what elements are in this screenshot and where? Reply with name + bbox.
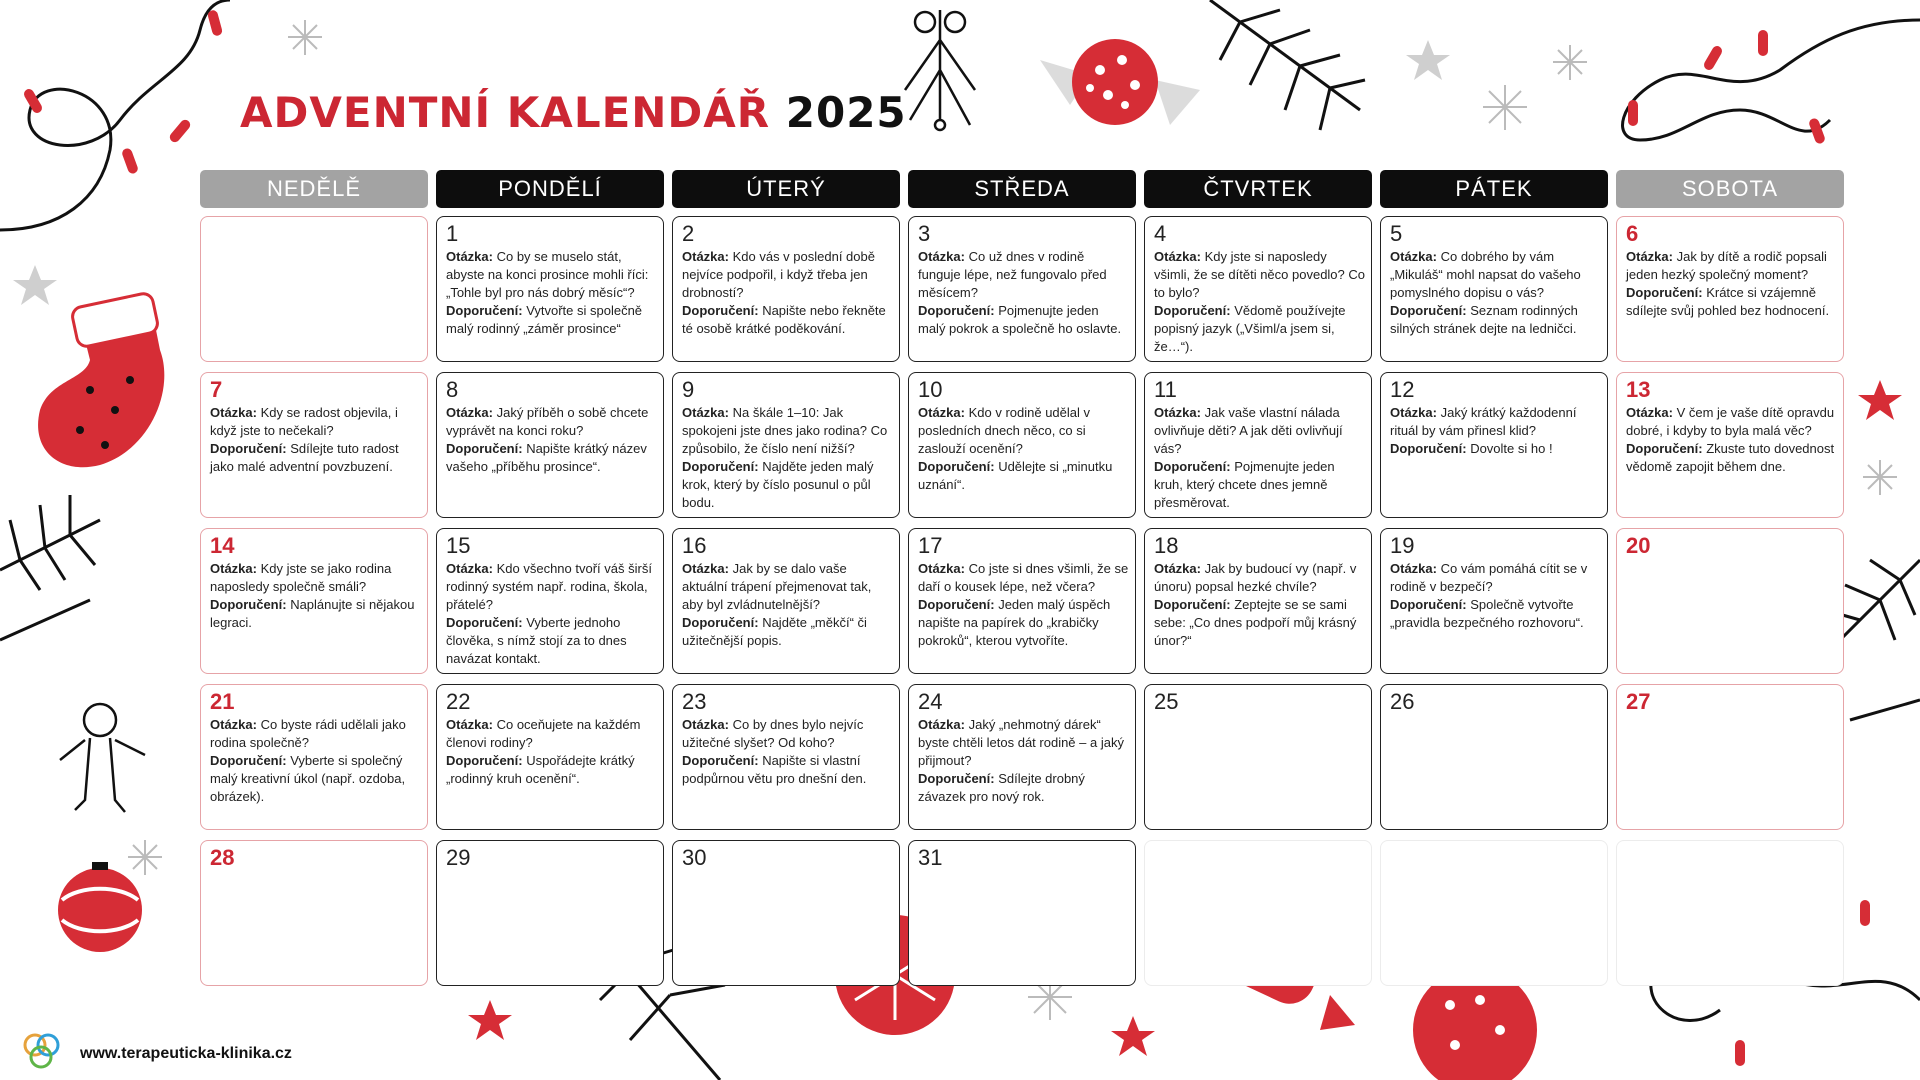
logo-icon (25, 1035, 58, 1067)
question-label: Otázka: (210, 561, 257, 576)
calendar-cell[interactable] (908, 216, 1136, 362)
recommendation-label: Doporučení: (446, 303, 523, 318)
question (918, 404, 1129, 458)
question-text: Jaký příběh o sobě chcete vyprávět na konci roku? (446, 405, 649, 438)
recommendation (1154, 302, 1365, 356)
recommendation (682, 458, 893, 512)
question (682, 716, 893, 752)
recommendation-label: Doporučení: (682, 303, 759, 318)
calendar-cell[interactable] (436, 216, 664, 362)
question-label: Otázka: (682, 405, 729, 420)
day-number: 26 (1390, 689, 1415, 714)
day-number: 6 (1626, 221, 1639, 246)
calendar-cell[interactable] (1616, 372, 1844, 518)
recommendation-label: Doporučení: (210, 597, 287, 612)
recommendation-label: Doporučení: (1154, 303, 1231, 318)
question (682, 404, 893, 458)
question-label: Otázka: (682, 717, 729, 732)
day-number: 13 (1626, 377, 1651, 402)
recommendation (446, 614, 657, 668)
question-label: Otázka: (918, 249, 965, 264)
question-label: Otázka: (682, 249, 729, 264)
day-number: 29 (446, 845, 471, 870)
day-number: 27 (1626, 689, 1651, 714)
question-text: Co byste rádi udělali jako rodina společně? (210, 717, 406, 750)
question-label: Otázka: (446, 249, 493, 264)
question-text: Jaký krátký každodenní rituál by vám přinesl klid? (1390, 405, 1577, 438)
question (446, 248, 657, 302)
calendar-cell[interactable] (672, 372, 900, 518)
calendar-cell[interactable] (200, 372, 428, 518)
day-number: 5 (1390, 221, 1403, 246)
recommendation-text: Najděte jeden malý krok, který by číslo posunul o půl bodu. (682, 459, 874, 510)
question-label: Otázka: (682, 561, 729, 576)
question-text: Kdy jste se jako rodina naposledy společně smáli? (210, 561, 392, 594)
day-number: 24 (918, 689, 943, 714)
day-number: 23 (682, 689, 707, 714)
recommendation (446, 440, 657, 476)
question-text: Kdo v rodině udělal v posledních dnech něco, co si zaslouží ocenění? (918, 405, 1091, 456)
question-label: Otázka: (210, 405, 257, 420)
recommendation-text: Pojmenujte jeden malý pokrok a společně ho oslavte. (918, 303, 1122, 336)
question-text: V čem je vaše dítě opravdu dobré, i kdyby to byla malá věc? (1626, 405, 1835, 438)
calendar-cell[interactable] (908, 684, 1136, 830)
question (1390, 248, 1601, 302)
recommendation-label: Doporučení: (1390, 303, 1467, 318)
question (210, 404, 421, 440)
calendar-cell[interactable] (908, 372, 1136, 518)
question-label: Otázka: (1154, 249, 1201, 264)
question-label: Otázka: (918, 717, 965, 732)
question-text: Jak vaše vlastní nálada ovlivňuje děti? A jak děti ovlivňují vás? (1154, 405, 1343, 456)
calendar-cell[interactable] (1380, 684, 1608, 830)
recommendation-text: Napište si vlastní podpůrnou větu pro dnešní den. (682, 753, 867, 786)
string-lights-icon (0, 0, 230, 230)
recommendation (210, 596, 421, 632)
calendar-cell[interactable] (200, 840, 428, 986)
day-number: 16 (682, 533, 707, 558)
recommendation-label: Doporučení: (1154, 597, 1231, 612)
recommendation (1154, 458, 1365, 512)
day-number: 31 (918, 845, 943, 870)
pine-branch-icon (0, 495, 100, 640)
recommendation-label: Doporučení: (682, 459, 759, 474)
question (1154, 404, 1365, 458)
day-number: 22 (446, 689, 471, 714)
question-label: Otázka: (918, 561, 965, 576)
recommendation-text: Seznam rodinných silných stránek dejte na ledničci. (1390, 303, 1578, 336)
calendar-cell[interactable] (908, 840, 1136, 986)
ornament-icon (58, 862, 142, 952)
day-number: 28 (210, 845, 235, 870)
recommendation-label: Doporučení: (446, 441, 523, 456)
mistletoe-icon (905, 10, 975, 130)
question (446, 716, 657, 752)
day-number: 8 (446, 377, 459, 402)
calendar-cell[interactable] (436, 528, 664, 674)
recommendation-label: Doporučení: (1154, 459, 1231, 474)
recommendation (682, 752, 893, 788)
day-number: 3 (918, 221, 931, 246)
question-label: Otázka: (1626, 405, 1673, 420)
recommendation-label: Doporučení: (918, 303, 995, 318)
recommendation-label: Doporučení: (918, 459, 995, 474)
calendar-cell[interactable] (436, 840, 664, 986)
calendar-cell[interactable] (1380, 372, 1608, 518)
recommendation-text: Naplánujte si nějakou legraci. (210, 597, 415, 630)
recommendation (682, 302, 893, 338)
day-header: ÚTERÝ (672, 170, 900, 208)
recommendation (1154, 596, 1365, 650)
question (682, 248, 893, 302)
recommendation-text: Krátce si vzájemně sdílejte svůj pohled bez hodnocení. (1626, 285, 1830, 318)
question (1154, 560, 1365, 596)
question-text: Co vám pomáhá cítit se v rodině v bezpečí? (1390, 561, 1588, 594)
question-text: Jak by budoucí vy (např. v únoru) popsal hezké chvíle? (1154, 561, 1357, 594)
recommendation-text: Společně vytvořte „pravidla bezpečného rozhovoru“. (1390, 597, 1584, 630)
ornament-icon (1040, 39, 1200, 125)
recommendation-text: Vědomě používejte popisný jazyk („Všiml/a jsem si, že…“). (1154, 303, 1346, 354)
day-number: 7 (210, 377, 223, 402)
string-lights-icon (1623, 20, 1920, 140)
recommendation-label: Doporučení: (210, 753, 287, 768)
star-icon (468, 1000, 512, 1040)
recommendation-text: Vyberte jednoho člověka, s nímž stojí za to dnes navázat kontakt. (446, 615, 627, 666)
recommendation (210, 752, 421, 806)
calendar-cell[interactable] (1616, 684, 1844, 830)
calendar-cell[interactable] (200, 684, 428, 830)
question (1626, 248, 1837, 284)
recommendation-label: Doporučení: (446, 615, 523, 630)
recommendation (1626, 284, 1837, 320)
day-number: 12 (1390, 377, 1415, 402)
calendar-cell[interactable] (1144, 528, 1372, 674)
question (1154, 248, 1365, 302)
question-text: Jak by se dalo vaše aktuální trápení přejmenovat tak, aby byl zvládnutelnější? (682, 561, 872, 612)
recommendation (918, 596, 1129, 650)
recommendation-label: Doporučení: (918, 771, 995, 786)
recommendation (446, 302, 657, 338)
recommendation (682, 614, 893, 650)
question-label: Otázka: (918, 405, 965, 420)
question-label: Otázka: (446, 405, 493, 420)
recommendation-label: Doporučení: (1626, 285, 1703, 300)
day-number: 30 (682, 845, 707, 870)
question-label: Otázka: (446, 717, 493, 732)
star-icon (1406, 40, 1450, 80)
recommendation (1626, 440, 1837, 476)
calendar-cell[interactable] (1380, 528, 1608, 674)
calendar-cell[interactable] (1380, 216, 1608, 362)
day-number: 10 (918, 377, 943, 402)
pine-branch-icon (1210, 0, 1365, 130)
recommendation (210, 440, 421, 476)
calendar-cell[interactable] (1144, 840, 1372, 986)
calendar-cell[interactable] (200, 528, 428, 674)
question-text: Kdy se radost objevila, i když jste to nečekali? (210, 405, 398, 438)
calendar-cell[interactable] (436, 684, 664, 830)
recommendation-label: Doporučení: (682, 615, 759, 630)
recommendation-text: Dovolte si ho ! (1470, 441, 1553, 456)
question-label: Otázka: (1390, 249, 1437, 264)
question-label: Otázka: (1390, 561, 1437, 576)
day-number: 18 (1154, 533, 1179, 558)
calendar-cell[interactable] (1616, 216, 1844, 362)
recommendation-text: Zkuste tuto dovednost vědomě zapojit během dne. (1626, 441, 1835, 474)
day-header: SOBOTA (1616, 170, 1844, 208)
day-header: ČTVRTEK (1144, 170, 1372, 208)
day-number: 9 (682, 377, 695, 402)
title-year: 2025 (785, 88, 907, 137)
question (682, 560, 893, 614)
day-number: 11 (1154, 377, 1177, 402)
recommendation-text: Jeden malý úspěch napište na papírek do „krabičky pokroků“, kterou vytvoříte. (918, 597, 1111, 648)
day-number: 21 (210, 689, 235, 714)
question (918, 560, 1129, 596)
recommendation-text: Vytvořte si společně malý rodinný „záměr prosince“ (446, 303, 643, 336)
calendar-cell[interactable] (1144, 684, 1372, 830)
question (446, 404, 657, 440)
question-text: Co jste si dnes všimli, že se daří o kousek lépe, než včera? (918, 561, 1129, 594)
day-number: 25 (1154, 689, 1179, 714)
recommendation (918, 458, 1129, 494)
recommendation-label: Doporučení: (1626, 441, 1703, 456)
recommendation (918, 770, 1129, 806)
day-number: 2 (682, 221, 695, 246)
recommendation-text: Sdílejte tuto radost jako malé adventní povzbuzení. (210, 441, 399, 474)
recommendation-label: Doporučení: (918, 597, 995, 612)
question-text: Kdo vás v poslední době nejvíce podpořil, i když třeba jen drobností? (682, 249, 875, 300)
calendar-cell[interactable] (200, 216, 428, 362)
day-number: 15 (446, 533, 471, 558)
day-number: 19 (1390, 533, 1415, 558)
calendar-cell[interactable] (672, 840, 900, 986)
recommendation (918, 302, 1129, 338)
day-number: 17 (918, 533, 943, 558)
recommendation-text: Zeptejte se se sami sebe: „Co dnes podpoří můj krásný únor?“ (1154, 597, 1357, 648)
calendar-cell[interactable] (672, 684, 900, 830)
recommendation-text: Udělejte si „minutku uznání“. (918, 459, 1113, 492)
day-header: PÁTEK (1380, 170, 1608, 208)
calendar-cell[interactable] (436, 372, 664, 518)
page-title (240, 88, 907, 137)
recommendation-label: Doporučení: (1390, 441, 1467, 456)
question (918, 716, 1129, 770)
recommendation-text: Uspořádejte krátký „rodinný kruh ocenění“. (446, 753, 635, 786)
recommendation-text: Sdílejte drobný závazek pro nový rok. (918, 771, 1085, 804)
star-icon (1111, 1016, 1155, 1056)
question (446, 560, 657, 614)
gingerbread-icon (60, 704, 145, 812)
calendar-cell[interactable] (1144, 216, 1372, 362)
stocking-icon (38, 292, 164, 467)
question-text: Co by se muselo stát, abyste na konci prosince mohli říci: „Tohle byl pro nás dobrý měsíc“? (446, 249, 649, 300)
recommendation-label: Doporučení: (682, 753, 759, 768)
recommendation-text: Pojmenujte jeden kruh, který chcete dnes jemně přesměrovat. (1154, 459, 1335, 510)
recommendation-text: Napište krátký název vašeho „příběhu prosince“. (446, 441, 647, 474)
recommendation-text: Napište nebo řekněte té osobě krátké poděkování. (682, 303, 886, 336)
recommendation-label: Doporučení: (1390, 597, 1467, 612)
title-text: ADVENTNÍ KALENDÁŘ (240, 88, 771, 137)
calendar-cell[interactable] (672, 528, 900, 674)
question (918, 248, 1129, 302)
question (1626, 404, 1837, 440)
question (1390, 560, 1601, 596)
question (210, 716, 421, 752)
star-icon (13, 265, 57, 305)
question-label: Otázka: (1390, 405, 1437, 420)
question-text: Jaký „nehmotný dárek“ byste chtěli letos dát rodině – a jaký přijmout? (918, 717, 1124, 768)
day-number: 4 (1154, 221, 1167, 246)
question-label: Otázka: (1154, 561, 1201, 576)
question-label: Otázka: (1154, 405, 1201, 420)
calendar-cell[interactable] (672, 216, 900, 362)
day-header: PONDĚLÍ (436, 170, 664, 208)
question-text: Kdo všechno tvoří váš širší rodinný systém např. rodina, škola, přátelé? (446, 561, 652, 612)
calendar-cell[interactable] (1616, 840, 1844, 986)
question-label: Otázka: (210, 717, 257, 732)
day-header: STŘEDA (908, 170, 1136, 208)
calendar-cell[interactable] (1380, 840, 1608, 986)
recommendation-text: Najděte „měkčí“ či užitečnější popis. (682, 615, 867, 648)
recommendation (1390, 440, 1601, 458)
question-text: Jak by dítě a rodič popsali jeden hezký společný moment? (1626, 249, 1827, 282)
question (210, 560, 421, 596)
question-text: Co dobrého by vám „Mikuláš“ mohl napsat do vašeho pomyslného dopisu o vás? (1390, 249, 1581, 300)
day-number: 14 (210, 533, 235, 558)
question-text: Co by dnes bylo nejvíc užitečné slyšet? Od koho? (682, 717, 864, 750)
question-text: Kdy jste si naposledy všimli, že se dítěti něco povedlo? Co to bylo? (1154, 249, 1365, 300)
question-label: Otázka: (446, 561, 493, 576)
calendar-cell[interactable] (1616, 528, 1844, 674)
recommendation (446, 752, 657, 788)
calendar-cell[interactable] (1144, 372, 1372, 518)
question-label: Otázka: (1626, 249, 1673, 264)
day-number: 20 (1626, 533, 1651, 558)
footer-url[interactable]: www.terapeuticka-klinika.cz (80, 1045, 292, 1062)
recommendation-label: Doporučení: (446, 753, 523, 768)
question (1390, 404, 1601, 440)
day-number: 1 (446, 221, 459, 246)
recommendation-text: Vyberte si společný malý kreativní úkol (např. ozdoba, obrázek). (210, 753, 406, 804)
recommendation (1390, 596, 1601, 632)
calendar-cell[interactable] (908, 528, 1136, 674)
day-header: NEDĚLĚ (200, 170, 428, 208)
recommendation-label: Doporučení: (210, 441, 287, 456)
question-text: Co oceňujete na každém členovi rodiny? (446, 717, 641, 750)
star-icon (1858, 380, 1902, 420)
recommendation (1390, 302, 1601, 338)
question-text: Co už dnes v rodině funguje lépe, než fungovalo před měsícem? (918, 249, 1107, 300)
question-text: Na škále 1–10: Jak spokojeni jste dnes jako rodina? Co způsobilo, že číslo není nižší? (682, 405, 888, 456)
